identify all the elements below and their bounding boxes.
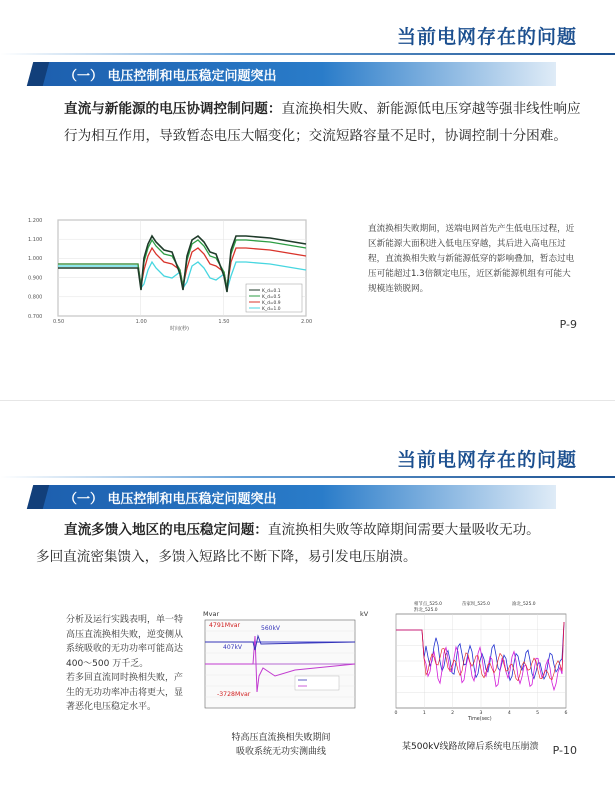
- side-note-para-1: 分析及运行实践表明，单一特高压直流换相失败，逆变侧从系统吸收的无功功率可能高达400～500 万千乏。: [66, 615, 184, 669]
- x-tick-label: 0: [394, 711, 398, 716]
- legend-item: 相节点_525.0: [414, 602, 442, 607]
- page-number: P-9: [559, 318, 577, 331]
- legend-item: 苗家坝_525.0: [462, 602, 490, 607]
- title-underline: [0, 476, 615, 478]
- y-tick-label: 0.700: [28, 313, 43, 320]
- slide-title: 当前电网存在的问题: [396, 26, 577, 48]
- slide-title-bar: [0, 22, 615, 46]
- section-header-tab: [27, 485, 49, 509]
- chart2-caption: [206, 731, 356, 759]
- voltage-407-label: 407kV: [223, 644, 243, 651]
- section-header-text: （一） 电压控制和电压稳定问题突出: [64, 69, 277, 84]
- x-tick-label: 6: [564, 711, 568, 716]
- chart-x-ticks: [53, 319, 312, 325]
- body-paragraph: [36, 96, 584, 150]
- trough-mvar-label: -3728Mvar: [217, 691, 251, 698]
- peak-mvar-label: 4791Mvar: [209, 622, 241, 629]
- legend-item: K_d=0.5: [262, 295, 281, 300]
- side-note-para-2: 若多回直流同时换相失败，产生的无功功率冲击将更大，显著恶化电压稳定水平。: [66, 673, 184, 712]
- paragraph-body: 直流换相失败等故障期间需要大量吸收无功。: [267, 522, 540, 538]
- y-tick-label: 1.200: [28, 217, 43, 224]
- slide-p10: [0, 400, 615, 800]
- chart-y-ticks: [28, 218, 42, 320]
- reactive-power-chart: [195, 606, 375, 714]
- section-header-tab: [27, 62, 49, 86]
- slide-title: 当前电网存在的问题: [396, 449, 577, 471]
- chart2-caption-line: 特高压直流换相失败期间: [231, 733, 331, 743]
- x-tick-label: 4: [507, 711, 511, 716]
- x-tick-label: 2.00: [301, 319, 313, 325]
- x-tick-label: 3: [479, 711, 483, 716]
- chart-legend: [246, 284, 302, 312]
- title-underline: [0, 53, 615, 55]
- y-tick-label: 1.000: [28, 256, 43, 263]
- body-paragraph: [36, 517, 584, 571]
- section-header-text: （一） 电压控制和电压稳定问题突出: [64, 492, 277, 507]
- legend-item: K_d=0.1: [262, 289, 281, 294]
- side-note: [48, 613, 186, 715]
- paragraph-body: 直流换相失败、新能源低电压穿越等强非线性响应行为相互作用，导致暂态电压大幅变化；交流短路容量不足时，协调控制十分困难。: [64, 101, 581, 144]
- y-tick-label: 0.800: [28, 294, 43, 301]
- slide-title-bar: [0, 445, 615, 469]
- legend-item: K_d=1.0: [262, 307, 281, 312]
- paragraph-line-2: 多回直流密集馈入，多馈入短路比不断下降，易引发电压崩溃。: [36, 549, 417, 565]
- voltage-560-label: 560kV: [261, 625, 281, 632]
- x-tick-label: 1: [422, 711, 426, 716]
- chart-x-label: 时间(秒): [170, 326, 189, 332]
- left-unit-label: Mvar: [203, 610, 220, 618]
- legend-item: K_d=0.9: [262, 301, 281, 306]
- voltage-response-chart: [20, 212, 313, 332]
- x-tick-label: 2: [451, 711, 455, 716]
- chart3-caption: 某500kV线路故障后系统电压崩溃: [402, 742, 539, 752]
- x-tick-label: 1.00: [135, 319, 147, 325]
- paragraph-line-1: [36, 517, 584, 544]
- voltage-collapse-chart: [382, 598, 572, 722]
- x-tick-label: 0.50: [53, 319, 65, 325]
- section-header: [36, 62, 556, 86]
- chart3-x-label: Time(sec): [468, 717, 492, 722]
- section-header: [36, 485, 556, 509]
- paragraph-lead: 直流多馈入地区的电压稳定问题：: [64, 522, 268, 538]
- chart-explanation: 直流换相失败期间，送端电网首先产生低电压过程，近区新能源大面积进入低电压穿越，其后进入高电压过程，直流换相失败与新能源低穿的影响叠加，暂态过电压可能超过1.3倍额定电压，近区新能源机组有可能大规模连锁脱网。: [368, 224, 575, 294]
- y-tick-label: 1.100: [28, 237, 43, 243]
- x-tick-label: 5: [536, 711, 540, 716]
- legend-item: 渝北_525.0: [512, 602, 536, 607]
- x-tick-label: 1.50: [218, 319, 230, 325]
- chart2-caption-line: 吸收系统无功实测曲线: [235, 747, 326, 757]
- legend-item: 黔北_525.0: [414, 608, 438, 613]
- right-unit-label: kV: [360, 610, 369, 618]
- page-number: P-10: [552, 744, 577, 757]
- y-tick-label: 0.900: [28, 275, 43, 282]
- paragraph-lead: 直流与新能源的电压协调控制问题：: [64, 101, 282, 117]
- chart-mini-legend: [295, 676, 339, 690]
